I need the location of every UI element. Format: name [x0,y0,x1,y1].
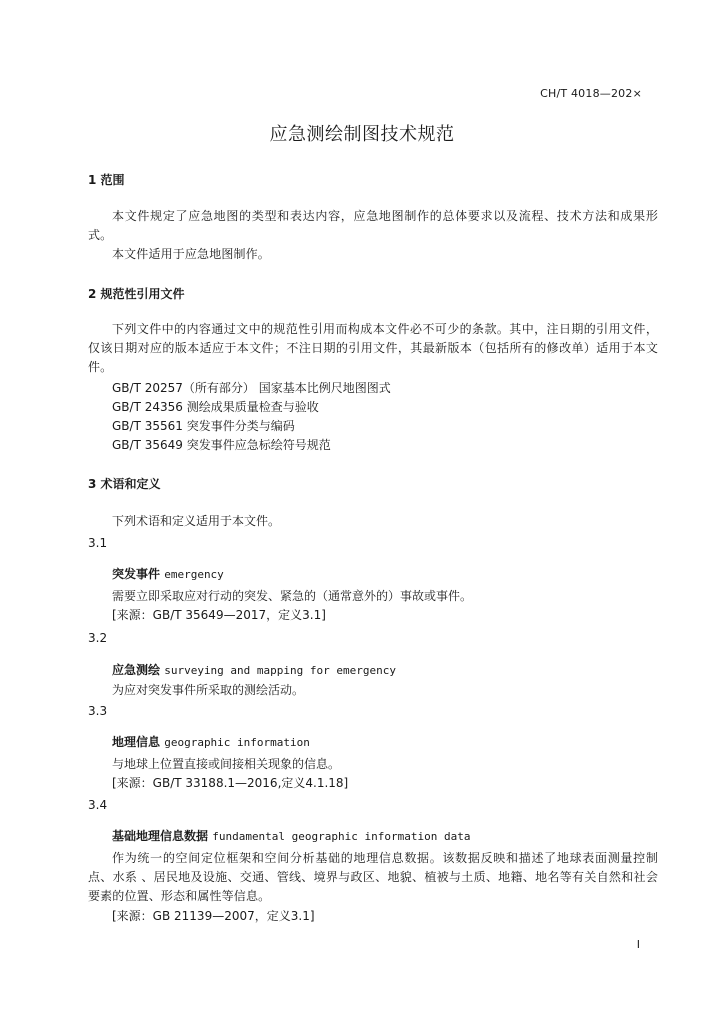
source-3-4: [来源：GB 21139—2007，定义3.1] [112,909,315,923]
reference-item: GB/T 24356 测绘成果质量检查与验收 [112,400,319,414]
section-2-paragraph-1: 下列文件中的内容通过文中的规范性引用而构成本文件必不可少的条款。其中，注日期的引用文件，仅该日期对应的版本适应于本文件；不注日期的引用文件，其最新版本（包括所有的修改单）适用于本文件。 [88,322,658,374]
term-3-1 [112,565,224,582]
term-3-2 [112,661,396,678]
clause-3-4-number: 3.4 [88,798,108,812]
clause-3-1-number: 3.1 [88,536,108,550]
term-cn: 基础地理信息数据 [112,829,209,843]
definition-3-4: 作为统一的空间定位框架和空间分析基础的地理信息数据。该数据反映和描述了地球表面测量控制点、水系 、居民地及设施、交通、管线、境界与政区、地貌、植被与土质、地籍、地名等有关自然和社会要素的位置、形态和属性等信息。 [88,851,658,903]
reference-item: GB/T 35561 突发事件分类与编码 [112,419,295,433]
term-en: surveying and mapping for emergency [164,664,396,677]
section-3-heading: 3 术语和定义 [88,477,161,491]
section-2-heading: 2 规范性引用文件 [88,287,185,301]
section-1-paragraph-1: 本文件规定了应急地图的类型和表达内容，应急地图制作的总体要求以及流程、技术方法和成果形式。 [88,209,658,242]
term-cn: 地理信息 [112,735,161,749]
source-3-3: [来源：GB/T 33188.1—2016,定义4.1.18] [112,776,349,790]
term-en: fundamental geographic information data [212,830,471,843]
term-3-4 [112,827,470,844]
page-number: I [636,938,640,951]
definition-3-3: 与地球上位置直接或间接相关现象的信息。 [112,757,341,771]
term-en: emergency [164,568,224,581]
document-title: 应急测绘制图技术规范 [269,124,455,145]
standard-code: CH/T 4018—202× [540,87,642,100]
term-en: geographic information [164,736,310,749]
term-3-3 [112,733,310,750]
section-1-heading: 1 范围 [88,173,125,187]
clause-3-2-number: 3.2 [88,631,108,645]
source-3-1: [来源：GB/T 35649—2017，定义3.1] [112,608,326,622]
term-cn: 突发事件 [112,567,161,581]
section-1-paragraph-2: 本文件适用于应急地图制作。 [112,247,270,261]
reference-item: GB/T 35649 突发事件应急标绘符号规范 [112,438,331,452]
section-3-intro: 下列术语和定义适用于本文件。 [112,514,281,528]
term-cn: 应急测绘 [112,663,161,677]
clause-3-3-number: 3.3 [88,704,108,718]
definition-3-2: 为应对突发事件所采取的测绘活动。 [112,683,305,697]
definition-3-1: 需要立即采取应对行动的突发、紧急的（通常意外的）事故或事件。 [112,589,473,603]
reference-item: GB/T 20257（所有部分） 国家基本比例尺地图图式 [112,381,391,395]
